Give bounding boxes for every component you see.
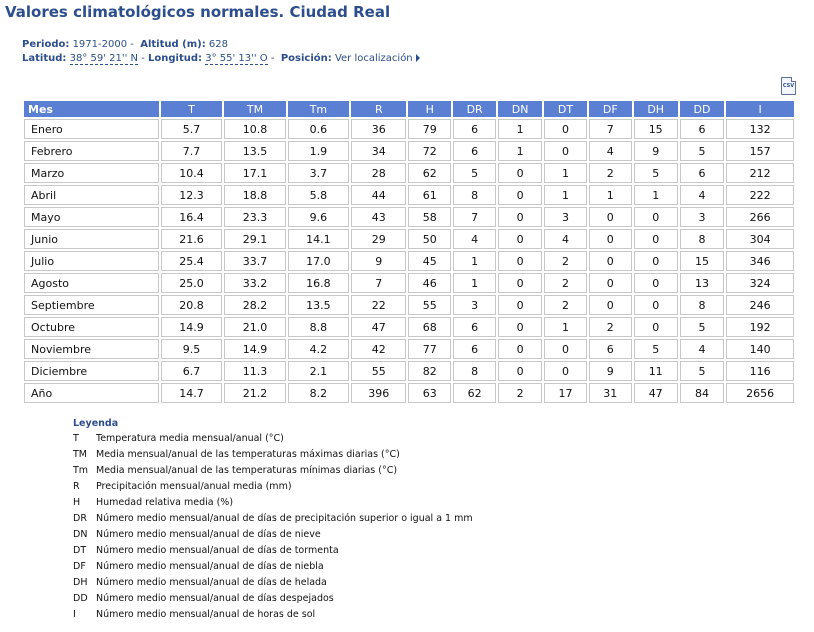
- legend-item: [73, 511, 473, 527]
- value-cell: 20.8: [161, 295, 222, 315]
- legend-code: DT: [73, 545, 87, 556]
- value-cell: 15: [680, 251, 724, 271]
- value-cell: 1: [498, 141, 542, 161]
- value-cell: 8: [453, 361, 496, 381]
- value-cell: 0: [498, 207, 542, 227]
- value-cell: 8: [680, 229, 724, 249]
- value-cell: 4: [453, 229, 496, 249]
- value-cell: 0: [498, 317, 542, 337]
- legend-text: Número medio mensual/anual de días de precipitación superior o igual a 1 mm: [96, 513, 473, 524]
- value-cell: 6: [453, 119, 496, 139]
- table-row: [24, 273, 794, 293]
- legend-item: [73, 607, 473, 623]
- meta-line-2: [22, 53, 420, 64]
- value-cell: 324: [726, 273, 794, 293]
- month-cell: Año: [24, 383, 159, 403]
- value-cell: 47: [634, 383, 678, 403]
- value-cell: 14.9: [224, 339, 285, 359]
- column-header: DH: [634, 101, 678, 117]
- value-cell: 0: [544, 339, 587, 359]
- value-cell: 0: [589, 273, 632, 293]
- value-cell: 11.3: [224, 361, 285, 381]
- value-cell: 5: [634, 339, 678, 359]
- month-cell: Diciembre: [24, 361, 159, 381]
- value-cell: 4: [680, 185, 724, 205]
- value-cell: 0: [589, 251, 632, 271]
- legend-code: DH: [73, 577, 88, 588]
- value-cell: 14.7: [161, 383, 222, 403]
- value-cell: 7: [453, 207, 496, 227]
- value-cell: 0: [498, 251, 542, 271]
- value-cell: 79: [408, 119, 451, 139]
- csv-file-icon[interactable]: CSV: [781, 77, 796, 95]
- value-cell: 36: [351, 119, 406, 139]
- value-cell: 0: [544, 141, 587, 161]
- value-cell: 7: [589, 119, 632, 139]
- legend-code: R: [73, 481, 80, 492]
- value-cell: 77: [408, 339, 451, 359]
- legend-list: [73, 431, 473, 623]
- table-row: [24, 295, 794, 315]
- column-header: Tm: [288, 101, 349, 117]
- value-cell: 0.6: [288, 119, 349, 139]
- value-cell: 0: [498, 185, 542, 205]
- value-cell: 5: [453, 163, 496, 183]
- value-cell: 6: [589, 339, 632, 359]
- value-cell: 18.8: [224, 185, 285, 205]
- ver-localizacion-link[interactable]: [335, 53, 420, 64]
- value-cell: 212: [726, 163, 794, 183]
- table-row: [24, 317, 794, 337]
- column-header: Mes: [24, 101, 159, 117]
- value-cell: 5.7: [161, 119, 222, 139]
- value-cell: 6: [680, 119, 724, 139]
- value-cell: 2.1: [288, 361, 349, 381]
- value-cell: 5: [680, 141, 724, 161]
- legend-item: [73, 527, 473, 543]
- legend-title: Leyenda: [73, 418, 119, 429]
- value-cell: 9: [351, 251, 406, 271]
- value-cell: 6: [453, 317, 496, 337]
- table-row: [24, 251, 794, 271]
- value-cell: 72: [408, 141, 451, 161]
- value-cell: 6: [680, 163, 724, 183]
- legend-item: [73, 495, 473, 511]
- value-cell: 16.4: [161, 207, 222, 227]
- value-cell: 7: [351, 273, 406, 293]
- value-cell: 13.5: [288, 295, 349, 315]
- value-cell: 5.8: [288, 185, 349, 205]
- triangle-right-icon: [416, 54, 420, 62]
- value-cell: 304: [726, 229, 794, 249]
- value-cell: 31: [589, 383, 632, 403]
- legend-text: Número medio mensual/anual de días de niebla: [96, 561, 324, 572]
- posicion-label: Posición:: [280, 53, 332, 64]
- value-cell: 2: [498, 383, 542, 403]
- value-cell: 28: [351, 163, 406, 183]
- value-cell: 0: [589, 207, 632, 227]
- month-cell: Noviembre: [24, 339, 159, 359]
- value-cell: 6: [453, 141, 496, 161]
- table-row: [24, 383, 794, 403]
- meta-line-1: [22, 39, 228, 50]
- legend-item: [73, 575, 473, 591]
- column-header: DN: [498, 101, 542, 117]
- month-cell: Julio: [24, 251, 159, 271]
- column-header: DF: [589, 101, 632, 117]
- value-cell: 1: [589, 185, 632, 205]
- latitud-label: Latitud:: [22, 53, 67, 64]
- value-cell: 63: [408, 383, 451, 403]
- climate-table: [22, 99, 796, 405]
- value-cell: 61: [408, 185, 451, 205]
- legend-text: Temperatura media mensual/anual (°C): [96, 433, 284, 444]
- legend-text: Media mensual/anual de las temperaturas máximas diarias (°C): [96, 449, 400, 460]
- column-header: DR: [453, 101, 496, 117]
- value-cell: 55: [408, 295, 451, 315]
- table-row: [24, 119, 794, 139]
- legend-item: [73, 463, 473, 479]
- value-cell: 17.1: [224, 163, 285, 183]
- value-cell: 17.0: [288, 251, 349, 271]
- value-cell: 22: [351, 295, 406, 315]
- value-cell: 68: [408, 317, 451, 337]
- value-cell: 8.8: [288, 317, 349, 337]
- month-cell: Marzo: [24, 163, 159, 183]
- value-cell: 62: [408, 163, 451, 183]
- value-cell: 1: [544, 317, 587, 337]
- value-cell: 29.1: [224, 229, 285, 249]
- value-cell: 58: [408, 207, 451, 227]
- legend-item: [73, 543, 473, 559]
- column-header: DD: [680, 101, 724, 117]
- value-cell: 5: [680, 361, 724, 381]
- value-cell: 0: [589, 229, 632, 249]
- value-cell: 0: [634, 295, 678, 315]
- legend-text: Humedad relativa media (%): [96, 497, 234, 508]
- value-cell: 5: [634, 163, 678, 183]
- value-cell: 3: [680, 207, 724, 227]
- value-cell: 6: [453, 339, 496, 359]
- value-cell: 14.9: [161, 317, 222, 337]
- month-cell: Octubre: [24, 317, 159, 337]
- longitud-value[interactable]: 3° 55' 13'' O: [205, 53, 268, 64]
- value-cell: 4: [544, 229, 587, 249]
- value-cell: 28.2: [224, 295, 285, 315]
- value-cell: 2656: [726, 383, 794, 403]
- value-cell: 6.7: [161, 361, 222, 381]
- table-header-row: [24, 101, 794, 117]
- legend: [73, 418, 473, 623]
- value-cell: 21.2: [224, 383, 285, 403]
- legend-code: DN: [73, 529, 88, 540]
- value-cell: 132: [726, 119, 794, 139]
- value-cell: 346: [726, 251, 794, 271]
- legend-code: Tm: [73, 465, 89, 476]
- value-cell: 2: [589, 317, 632, 337]
- month-cell: Enero: [24, 119, 159, 139]
- table-row: [24, 207, 794, 227]
- value-cell: 50: [408, 229, 451, 249]
- legend-code: TM: [73, 449, 87, 460]
- value-cell: 17: [544, 383, 587, 403]
- value-cell: 192: [726, 317, 794, 337]
- value-cell: 9.5: [161, 339, 222, 359]
- legend-text: Número medio mensual/anual de días de nieve: [96, 529, 321, 540]
- legend-text: Precipitación mensual/anual media (mm): [96, 481, 292, 492]
- legend-item: [73, 559, 473, 575]
- column-header: TM: [224, 101, 285, 117]
- value-cell: 246: [726, 295, 794, 315]
- value-cell: 12.3: [161, 185, 222, 205]
- value-cell: 29: [351, 229, 406, 249]
- value-cell: 82: [408, 361, 451, 381]
- ver-localizacion-label: Ver localización: [334, 53, 413, 64]
- value-cell: 0: [634, 273, 678, 293]
- table-row: [24, 229, 794, 249]
- value-cell: 33.2: [224, 273, 285, 293]
- month-cell: Febrero: [24, 141, 159, 161]
- legend-text: Media mensual/anual de las temperaturas mínimas diarias (°C): [96, 465, 398, 476]
- longitud-separator: -: [270, 53, 275, 64]
- value-cell: 33.7: [224, 251, 285, 271]
- month-cell: Junio: [24, 229, 159, 249]
- value-cell: 43: [351, 207, 406, 227]
- value-cell: 25.0: [161, 273, 222, 293]
- value-cell: 23.3: [224, 207, 285, 227]
- value-cell: 21.0: [224, 317, 285, 337]
- value-cell: 1: [453, 273, 496, 293]
- value-cell: 44: [351, 185, 406, 205]
- value-cell: 8: [680, 295, 724, 315]
- legend-code: DF: [73, 561, 86, 572]
- value-cell: 116: [726, 361, 794, 381]
- periodo-label: Periodo:: [22, 39, 70, 50]
- value-cell: 3: [544, 207, 587, 227]
- value-cell: 0: [498, 295, 542, 315]
- value-cell: 8: [453, 185, 496, 205]
- value-cell: 9: [634, 141, 678, 161]
- value-cell: 14.1: [288, 229, 349, 249]
- value-cell: 8.2: [288, 383, 349, 403]
- column-header: R: [351, 101, 406, 117]
- value-cell: 13: [680, 273, 724, 293]
- legend-item: [73, 431, 473, 447]
- value-cell: 21.6: [161, 229, 222, 249]
- value-cell: 13.5: [224, 141, 285, 161]
- value-cell: 46: [408, 273, 451, 293]
- legend-item: [73, 447, 473, 463]
- column-header: DT: [544, 101, 587, 117]
- value-cell: 84: [680, 383, 724, 403]
- value-cell: 0: [498, 361, 542, 381]
- value-cell: 1: [453, 251, 496, 271]
- table-row: [24, 163, 794, 183]
- value-cell: 16.8: [288, 273, 349, 293]
- value-cell: 3: [453, 295, 496, 315]
- value-cell: 62: [453, 383, 496, 403]
- month-cell: Agosto: [24, 273, 159, 293]
- value-cell: 45: [408, 251, 451, 271]
- value-cell: 222: [726, 185, 794, 205]
- column-header: I: [726, 101, 794, 117]
- legend-text: Número medio mensual/anual de días de tormenta: [96, 545, 339, 556]
- value-cell: 2: [544, 295, 587, 315]
- value-cell: 4: [680, 339, 724, 359]
- longitud-label: Longitud:: [148, 53, 203, 64]
- value-cell: 1.9: [288, 141, 349, 161]
- legend-text: Número medio mensual/anual de horas de sol: [96, 609, 316, 620]
- table-row: [24, 185, 794, 205]
- value-cell: 10.4: [161, 163, 222, 183]
- table-body: [24, 119, 794, 403]
- value-cell: 9.6: [288, 207, 349, 227]
- altitud-value: 628: [208, 39, 228, 50]
- legend-item: [73, 479, 473, 495]
- value-cell: 47: [351, 317, 406, 337]
- value-cell: 7.7: [161, 141, 222, 161]
- value-cell: 1: [544, 185, 587, 205]
- value-cell: 157: [726, 141, 794, 161]
- value-cell: 11: [634, 361, 678, 381]
- value-cell: 1: [498, 119, 542, 139]
- column-header: T: [161, 101, 222, 117]
- legend-code: T: [73, 433, 79, 444]
- legend-text: Número medio mensual/anual de días despejados: [96, 593, 334, 604]
- table-row: [24, 141, 794, 161]
- value-cell: 0: [634, 317, 678, 337]
- month-cell: Abril: [24, 185, 159, 205]
- month-cell: Mayo: [24, 207, 159, 227]
- table-row: [24, 339, 794, 359]
- legend-code: H: [73, 497, 81, 508]
- table-row: [24, 361, 794, 381]
- value-cell: 140: [726, 339, 794, 359]
- latitud-value[interactable]: 38° 59' 21'' N: [69, 53, 139, 64]
- value-cell: 0: [498, 163, 542, 183]
- value-cell: 4: [589, 141, 632, 161]
- altitud-label: Altitud (m):: [140, 39, 206, 50]
- value-cell: 9: [589, 361, 632, 381]
- legend-item: [73, 591, 473, 607]
- legend-code: DD: [73, 593, 88, 604]
- value-cell: 0: [589, 295, 632, 315]
- column-header: H: [408, 101, 451, 117]
- value-cell: 15: [634, 119, 678, 139]
- legend-text: Número medio mensual/anual de días de helada: [96, 577, 327, 588]
- value-cell: 3.7: [288, 163, 349, 183]
- value-cell: 34: [351, 141, 406, 161]
- value-cell: 0: [634, 251, 678, 271]
- value-cell: 5: [680, 317, 724, 337]
- value-cell: 4.2: [288, 339, 349, 359]
- value-cell: 1: [634, 185, 678, 205]
- value-cell: 0: [498, 339, 542, 359]
- value-cell: 1: [544, 163, 587, 183]
- value-cell: 2: [544, 251, 587, 271]
- value-cell: 10.8: [224, 119, 285, 139]
- value-cell: 0: [544, 119, 587, 139]
- value-cell: 0: [498, 273, 542, 293]
- value-cell: 2: [589, 163, 632, 183]
- legend-code: DR: [73, 513, 87, 524]
- value-cell: 396: [351, 383, 406, 403]
- value-cell: 2: [544, 273, 587, 293]
- value-cell: 0: [498, 229, 542, 249]
- legend-code: I: [73, 609, 76, 620]
- month-cell: Septiembre: [24, 295, 159, 315]
- latitud-separator: -: [141, 53, 145, 64]
- value-cell: 25.4: [161, 251, 222, 271]
- value-cell: 266: [726, 207, 794, 227]
- value-cell: 42: [351, 339, 406, 359]
- periodo-value: 1971-2000 -: [72, 39, 134, 50]
- value-cell: 0: [544, 361, 587, 381]
- value-cell: 0: [634, 207, 678, 227]
- value-cell: 55: [351, 361, 406, 381]
- page-title: Valores climatológicos normales. Ciudad Real: [5, 3, 391, 21]
- value-cell: 0: [634, 229, 678, 249]
